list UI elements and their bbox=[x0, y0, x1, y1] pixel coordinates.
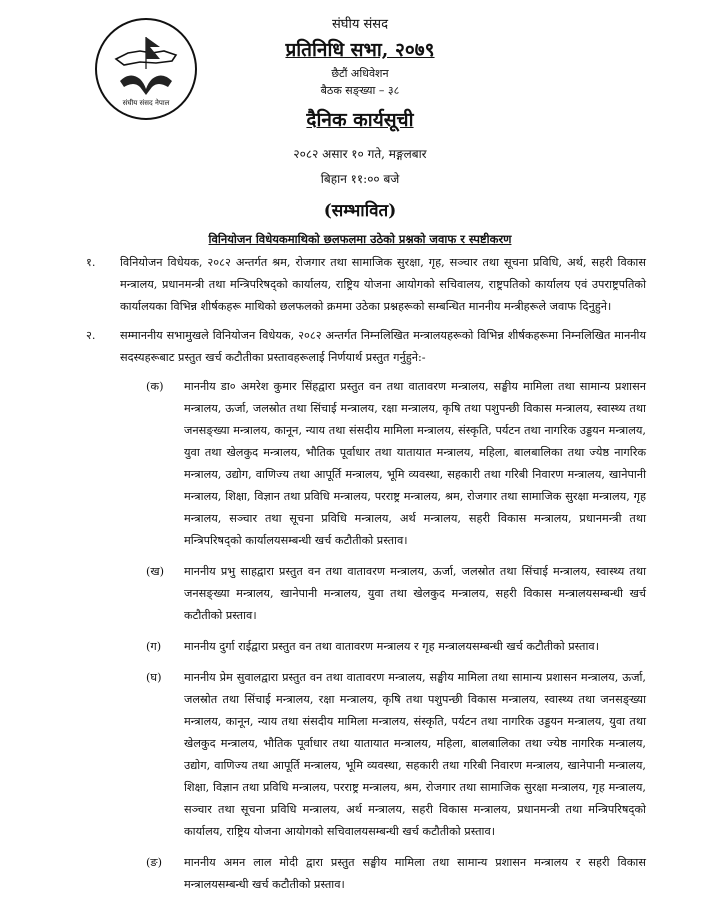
agenda-item-1 bbox=[86, 252, 646, 318]
sub-item-text: माननीय डा० अमरेश कुमार सिंहद्वारा प्रस्तुत वन तथा वातावरण मन्त्रालय, सङ्घीय मामिला तथा सामान्य प्रशासन मन्त्रालय, ऊर्जा, जलस्रोत तथा सिंचाई मन्त्रालय, रक्षा मन्त्रालय, कृषि तथा पशुपन्छी विकास मन्त्रालय, स्वास्थ्य तथा जनसङ्ख्या मन्त्रालय, कानून, न्याय तथा संसदीय मामिला मन्त्रालय, संस्कृति, पर्यटन तथा नागरिक उड्डयन मन्त्रालय, युवा तथा खेलकुद मन्त्रालय, भौतिक पूर्वाधार तथा यातायात मन्त्रालय, महिला, बालबालिका तथा ज्येष्ठ नागरिक मन्त्रालय, उद्योग, वाणिज्य तथा आपूर्ति मन्त्रालय, भूमि व्यवस्था, सहकारी तथा गरिबी निवारण मन्त्रालय, खानेपानी मन्त्रालय, शिक्षा, विज्ञान तथा प्रविधि मन्त्रालय, परराष्ट्र मन्त्रालय, श्रम, रोजगार तथा सामाजिक सुरक्षा मन्त्रालय, गृह मन्त्रालय, सञ्चार तथा सूचना प्रविधि मन्त्रालय, अर्थ मन्त्रालय, सहरी विकास मन्त्रालय, प्रधानमन्त्री तथा मन्त्रिपरिषद्‍को कार्यालयसम्बन्धी खर्च कटौतीको प्रस्ताव। bbox=[184, 380, 646, 547]
agenda-body bbox=[86, 252, 646, 905]
meeting-date: २०८२ असार १० गते, मङ्गलबार bbox=[293, 147, 427, 161]
item-text: विनियोजन विधेयक, २०८२ अन्तर्गत श्रम, रोजगार तथा सामाजिक सुरक्षा, गृह, सञ्चार तथा सूचना प्रविधि, अर्थ, सहरी विकास मन्त्रालय, प्रधानमन्त्री तथा मन्त्रिपरिषद्‍को कार्यालय, राष्ट्रिय योजना आयोगको सचिवालय, राष्ट्रपतिको कार्यालय एवं उपराष्ट्रपतिको कार्यालयका विभिन्न शीर्षकहरू माथिको छलफलको क्रममा उठेका प्रश्नहरूको सम्बन्धित माननीय मन्त्रीहरूले जवाफ दिनुहुने। bbox=[120, 256, 646, 313]
item-number: १. bbox=[86, 256, 96, 269]
item-number: २. bbox=[86, 329, 96, 342]
sub-item-text: माननीय दुर्गा राईद्वारा प्रस्तुत वन तथा वातावरण मन्त्रालय र गृह मन्त्रालयसम्बन्धी खर्च कटौतीको प्रस्ताव। bbox=[184, 640, 599, 653]
meeting-time: बिहान ११:०० बजे bbox=[320, 172, 400, 186]
sub-item-ga bbox=[120, 636, 646, 658]
item-text: सम्माननीय सभामुखले विनियोजन विधेयक, २०८२ अन्तर्गत निम्नलिखित मन्त्रालयहरूको विभिन्न शीर्षकहरूमा निम्नलिखित माननीय सदस्यहरूबाट प्रस्तुत खर्च कटौतीका प्रस्तावहरूलाई निर्णयार्थ प्रस्तुत गर्नुहुने:- bbox=[120, 329, 646, 364]
sub-item-number: (क) bbox=[146, 380, 164, 393]
sub-item-kha bbox=[120, 561, 646, 627]
sub-item-number: (ङ) bbox=[146, 856, 163, 869]
sub-item-text: माननीय प्रभु साहद्वारा प्रस्तुत वन तथा वातावरण मन्त्रालय, ऊर्जा, जलस्रोत तथा सिंचाई मन्त्रालय, स्वास्थ्य तथा जनसङ्ख्या मन्त्रालय, खानेपानी मन्त्रालय, युवा तथा खेलकुद मन्त्रालय, सहरी विकास मन्त्रालयसम्बन्धी खर्च कटौतीको प्रस्ताव। bbox=[184, 565, 646, 622]
sub-item-number: (ग) bbox=[146, 640, 162, 653]
sub-item-text: माननीय प्रेम सुवालद्वारा प्रस्तुत वन तथा वातावरण मन्त्रालय, सङ्घीय मामिला तथा सामान्य प्रशासन मन्त्रालय, ऊर्जा, जलस्रोत तथा सिंचाई मन्त्रालय, रक्षा मन्त्रालय, कृषि तथा पशुपन्छी विकास मन्त्रालय, स्वास्थ्य तथा जनसङ्ख्या मन्त्रालय, कानून, न्याय तथा संसदीय मामिला मन्त्रालय, संस्कृति, पर्यटन तथा नागरिक उड्डयन मन्त्रालय, युवा तथा खेलकुद मन्त्रालय, भौतिक पूर्वाधार तथा यातायात मन्त्रालय, महिला, बालबालिका तथा ज्येष्ठ नागरिक मन्त्रालय, उद्योग, वाणिज्य तथा आपूर्ति मन्त्रालय, भूमि व्यवस्था, सहकारी तथा गरिबी निवारण मन्त्रालय, खानेपानी मन्त्रालय, शिक्षा, विज्ञान तथा प्रविधि मन्त्रालय, परराष्ट्र मन्त्रालय, श्रम, रोजगार तथा सामाजिक सुरक्षा मन्त्रालय, गृह मन्त्रालय, सञ्चार तथा सूचना प्रविधि मन्त्रालय, अर्थ मन्त्रालय, सहरी विकास मन्त्रालय, प्रधानमन्त्री तथा मन्त्रिपरिषद्‍को कार्यालय, राष्ट्रिय योजना आयोगको सचिवालयसम्बन्धी खर्च कटौतीको प्रस्ताव। bbox=[184, 671, 646, 838]
emblem-caption: संघीय संसद नेपाल bbox=[122, 99, 170, 107]
probable-label: (सम्भावित) bbox=[323, 201, 397, 221]
session-label: छैटौं अधिवेशन bbox=[331, 67, 389, 80]
page-title: दैनिक कार्यसूची bbox=[306, 109, 414, 131]
house-name: प्रतिनिधि सभा, २०७९ bbox=[285, 39, 435, 61]
sub-item-text: माननीय अमन लाल मोदी द्वारा प्रस्तुत सङ्घीय मामिला तथा सामान्य प्रशासन मन्त्रालय र सहरी विकास मन्त्रालयसम्बन्धी खर्च कटौतीको प्रस्ताव। bbox=[184, 856, 646, 891]
sub-item-number: (ख) bbox=[146, 565, 165, 578]
sub-item-nga bbox=[120, 852, 646, 896]
org-name: संघीय संसद bbox=[332, 17, 388, 32]
sub-item-number: (घ) bbox=[146, 671, 162, 684]
sub-item-ka bbox=[120, 376, 646, 552]
section-subtitle: विनियोजन विधेयकमाथिको छलफलमा उठेको प्रश्नको जवाफ र स्पष्टीकरण bbox=[208, 232, 512, 246]
meeting-number: बैठक सङ्ख्या – ३८ bbox=[320, 84, 400, 97]
sub-item-gha bbox=[120, 667, 646, 843]
agenda-item-2 bbox=[86, 325, 646, 369]
